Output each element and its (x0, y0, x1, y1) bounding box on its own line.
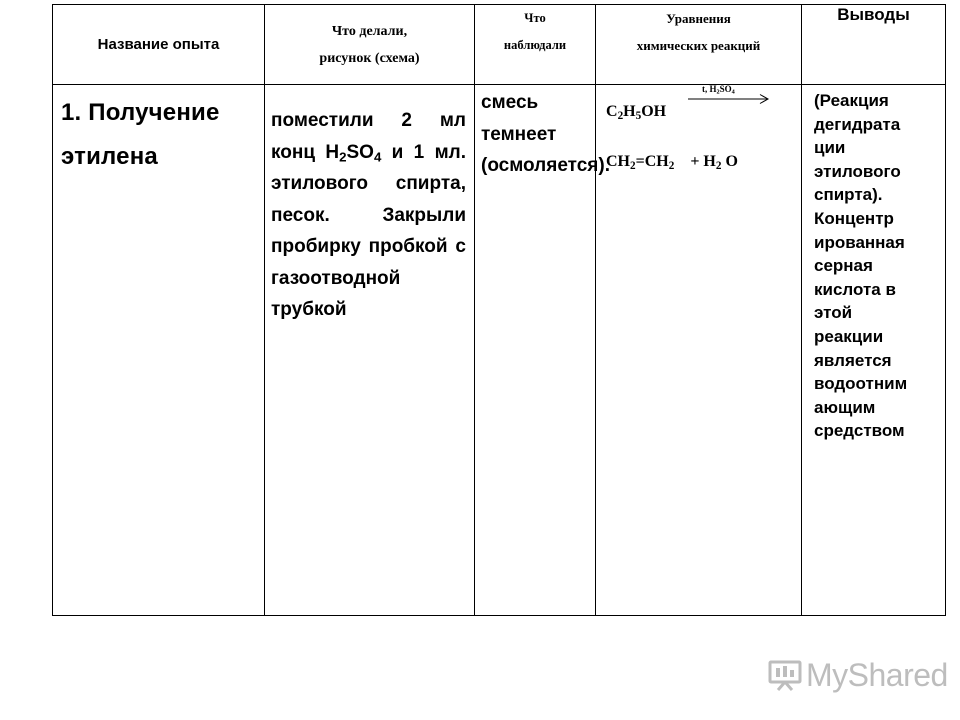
header-observed: Что наблюдали (475, 5, 596, 85)
header-row (53, 5, 946, 85)
myshared-watermark (768, 655, 948, 695)
header-what-done: Что делали, рисунок (схема) (265, 5, 475, 85)
what-done-cell: поместили 2 мл конц $H_2SO_4$ и 1 мл. этилового спирта, песок. Закрыли пробирку пробкой с газоотводной трубкой (265, 85, 475, 616)
observed-cell: смесь темнеет (осмоляется). (475, 85, 596, 616)
experiment-name-cell: 1. Получение этилена (53, 85, 265, 616)
conclusion-cell: (Реакция дегидрата ции этилового спирта). Концентр ированная серная кислота в этой реакции является водоотним ающим средством (802, 85, 946, 616)
equation-cell (596, 85, 802, 616)
reaction-arrow-icon (688, 93, 770, 105)
reactant-formula: $C_2H_5OH$ (606, 103, 667, 122)
reaction-condition: t, $H_2SO_4$ (702, 84, 735, 96)
header-experiment-name: Название опыта (53, 5, 265, 85)
header-equations: Уравнения химических реакций (596, 5, 802, 85)
lab-report-table (52, 4, 946, 616)
header-conclusions: Выводы (802, 5, 946, 85)
product-formula: $CH_2=CH_2 + H_2$ O (606, 153, 738, 172)
watermark-text: MyShared (806, 657, 948, 693)
presentation-board-icon (768, 658, 802, 692)
table-row (53, 85, 946, 616)
